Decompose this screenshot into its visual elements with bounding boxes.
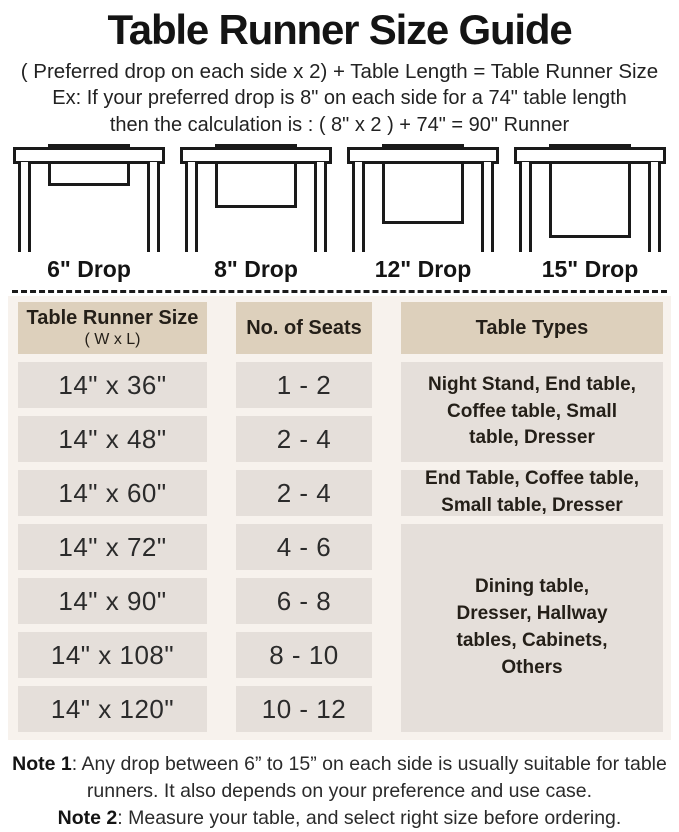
table-illustration-8in <box>173 142 339 252</box>
header-seats: No. of Seats <box>236 302 372 354</box>
table-leg-right <box>147 162 160 252</box>
table-leg-left <box>18 162 31 252</box>
note-2-label: Note 2 <box>57 807 118 829</box>
notes-block <box>0 751 679 832</box>
drop-label-15in: 15" Drop <box>541 256 639 282</box>
size-cell: 14" x 72" <box>18 524 207 570</box>
example-line-1: Ex: If your preferred drop is 8" on each side for a 74" table length <box>52 87 627 109</box>
drop-label-6in: 6" Drop <box>47 256 131 282</box>
tabletop-shape <box>347 147 499 164</box>
header-table-types: Table Types <box>401 302 663 354</box>
size-cell: 14" x 36" <box>18 362 207 408</box>
tabletop-shape <box>514 147 666 164</box>
table-leg-right <box>481 162 494 252</box>
size-cell: 14" x 60" <box>18 470 207 516</box>
page-title: Table Runner Size Guide <box>107 6 572 53</box>
seats-cell: 8 - 10 <box>236 632 372 678</box>
header-runner-size-title: Table Runner Size <box>26 307 199 330</box>
example-block <box>0 85 679 139</box>
drop-label-8in: 8" Drop <box>214 256 298 282</box>
table-illustration-15in <box>507 142 673 252</box>
table-leg-left <box>185 162 198 252</box>
table-types-cell-small: Night Stand, End table, Coffee table, Small table, Dresser <box>401 362 663 462</box>
note-2-text: : Measure your table, and select right size before ordering. <box>117 807 622 829</box>
note-2 <box>3 805 676 832</box>
drop-labels-row <box>0 256 679 283</box>
dashed-divider <box>12 290 667 293</box>
size-cell: 14" x 108" <box>18 632 207 678</box>
seats-cell: 10 - 12 <box>236 686 372 732</box>
table-types-cell-large: Dining table, Dresser, Hallway tables, Cabinets, Others <box>401 524 663 732</box>
table-figure-icon <box>347 142 499 252</box>
table-leg-left <box>519 162 532 252</box>
drop-illustrations <box>0 142 679 252</box>
table-types-cell-medium: End Table, Coffee table, Small table, Dresser <box>401 470 663 516</box>
seats-cell: 4 - 6 <box>236 524 372 570</box>
drop-label-12in: 12" Drop <box>374 256 472 282</box>
table-figure-icon <box>13 142 165 252</box>
formula-line: ( Preferred drop on each side x 2) + Table Length = Table Runner Size <box>20 60 659 83</box>
size-table <box>18 302 664 732</box>
size-cell: 14" x 48" <box>18 416 207 462</box>
tabletop-shape <box>13 147 165 164</box>
size-cell: 14" x 90" <box>18 578 207 624</box>
seats-cell: 2 - 4 <box>236 470 372 516</box>
table-illustration-12in <box>340 142 506 252</box>
note-1 <box>3 751 676 805</box>
seats-cell: 1 - 2 <box>236 362 372 408</box>
note-1-label: Note 1 <box>12 753 72 775</box>
example-line-2: then the calculation is : ( 8" x 2 ) + 74" = 90" Runner <box>109 114 570 136</box>
note-1-text: : Any drop between 6” to 15” on each side is usually suitable for table runners. It also depends on your preference and use case. <box>71 753 667 802</box>
seats-cell: 6 - 8 <box>236 578 372 624</box>
size-cell: 14" x 120" <box>18 686 207 732</box>
seats-cell: 2 - 4 <box>236 416 372 462</box>
table-leg-right <box>648 162 661 252</box>
table-leg-right <box>314 162 327 252</box>
table-figure-icon <box>514 142 666 252</box>
header-runner-size <box>18 302 207 354</box>
table-figure-icon <box>180 142 332 252</box>
table-leg-left <box>352 162 365 252</box>
table-illustration-6in <box>6 142 172 252</box>
header-runner-size-sub: ( W x L) <box>84 331 141 349</box>
size-table-section <box>8 296 671 740</box>
tabletop-shape <box>180 147 332 164</box>
